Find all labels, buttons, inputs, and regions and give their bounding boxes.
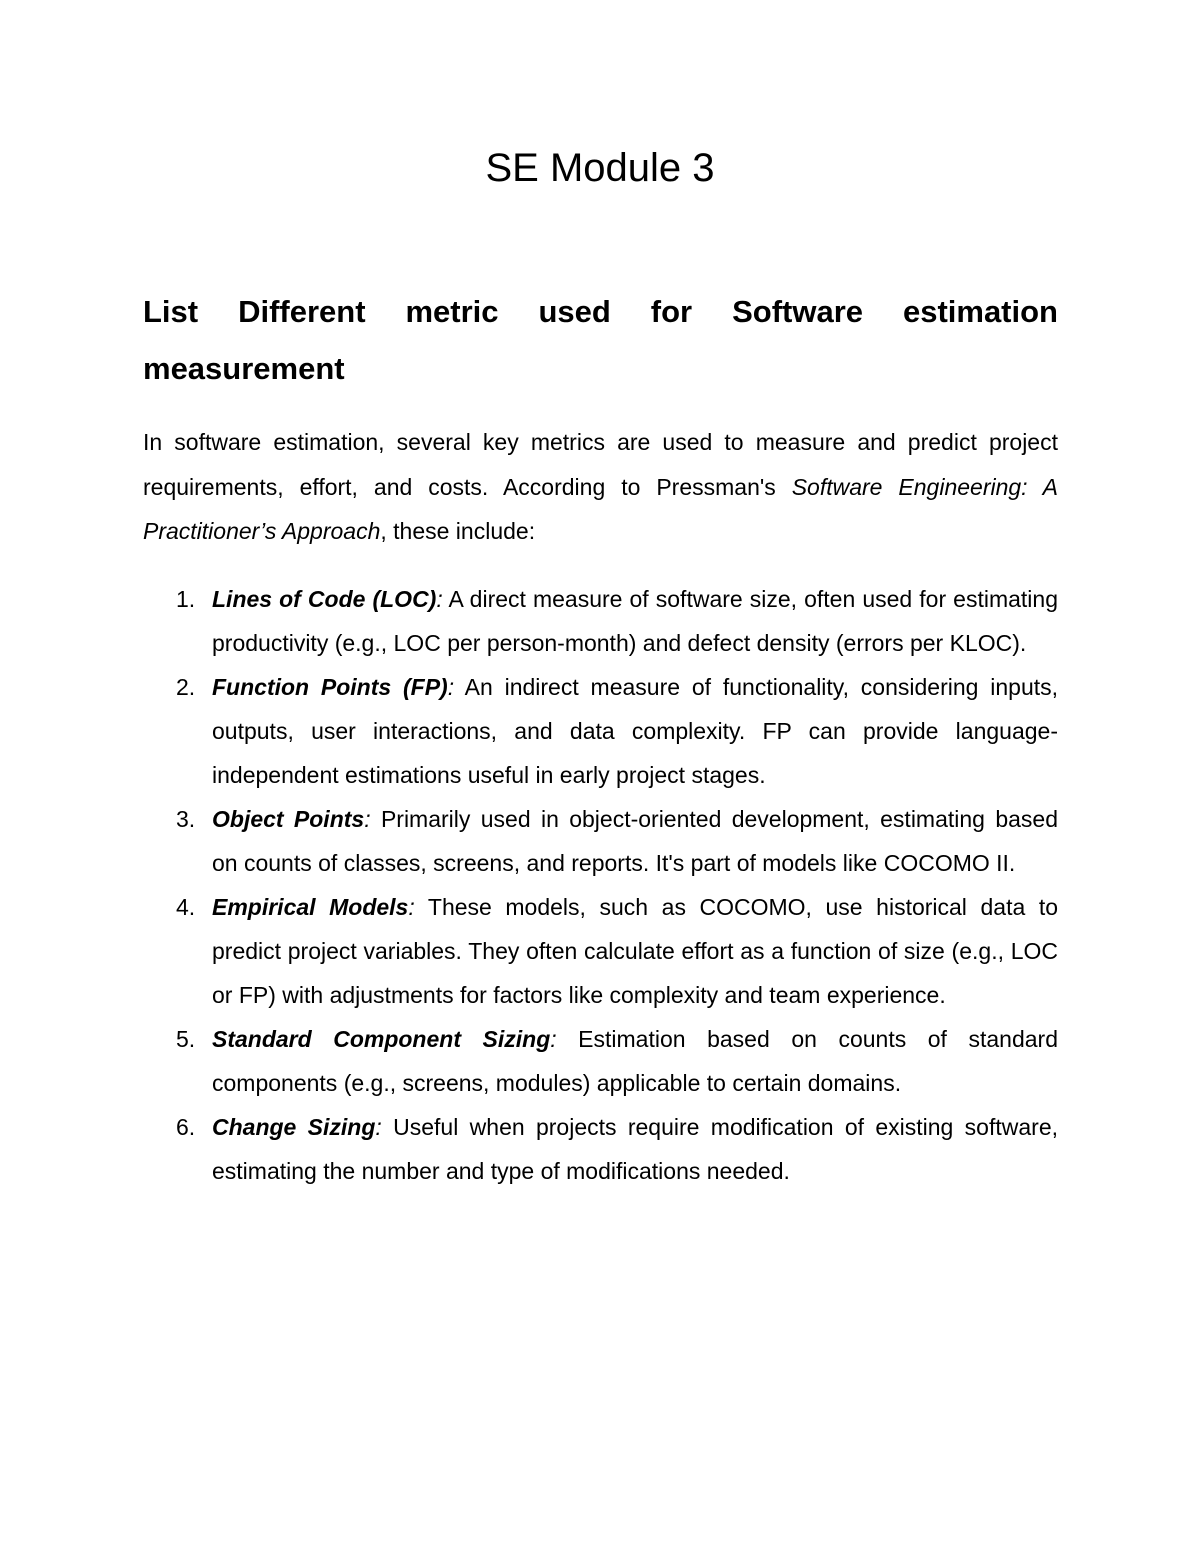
metric-term: Lines of Code (LOC) — [212, 586, 437, 612]
list-item — [143, 1017, 1058, 1105]
list-item — [143, 577, 1058, 665]
section-heading — [143, 283, 1058, 397]
metric-term: Object Points — [212, 806, 365, 832]
list-item-number: 4. — [176, 894, 196, 920]
metric-colon: : — [364, 806, 371, 832]
metric-term: Function Points (FP) — [212, 674, 448, 700]
list-item-number: 2. — [176, 674, 196, 700]
intro-text-before: In software estimation, several key metrics are used to measure and predict project requirements, effort, and costs. According to Pressman's — [143, 429, 1058, 500]
metric-description: Useful when projects require modification of existing software, estimating the number and type of modifications needed. — [212, 1114, 1058, 1184]
list-item — [143, 885, 1058, 1017]
metric-colon: : — [436, 586, 443, 612]
section-heading-line-1: List Different metric used for Software estimation — [143, 294, 1058, 329]
metric-term: Standard Component Sizing — [212, 1026, 551, 1052]
metric-colon: : — [550, 1026, 557, 1052]
metric-description: Primarily used in object-oriented development, estimating based on counts of classes, screens, and reports. It's part of models like COCOMO II. — [212, 806, 1058, 876]
list-item-number: 3. — [176, 806, 196, 832]
metric-description: These models, such as COCOMO, use historical data to predict project variables. They often calculate effort as a function of size (e.g., LOC or FP) with adjustments for factors like complexity and team experience. — [212, 894, 1059, 1008]
metric-description: An indirect measure of functionality, considering inputs, outputs, user interactions, and data complexity. FP can provide language-independent estimations useful in early project stages. — [212, 674, 1059, 788]
list-item-number: 5. — [176, 1026, 196, 1052]
book-title: Software Engineering: A Practitioner’s Approach — [143, 473, 1059, 544]
metric-term: Change Sizing — [212, 1114, 376, 1140]
intro-text-after: , these include: — [380, 518, 536, 544]
metric-description: Estimation based on counts of standard components (e.g., screens, modules) applicable to certain domains. — [212, 1026, 1058, 1096]
metric-description: A direct measure of software size, often used for estimating productivity (e.g., LOC per person-month) and defect density (errors per KLOC). — [212, 586, 1058, 656]
list-item — [143, 665, 1058, 797]
metric-colon: : — [408, 894, 415, 920]
list-item-number: 1. — [176, 586, 196, 612]
list-item-number: 6. — [176, 1114, 196, 1140]
page-title: SE Module 3 — [485, 146, 715, 190]
list-item — [143, 1105, 1058, 1193]
metric-colon: : — [447, 674, 455, 700]
metric-colon: : — [375, 1114, 382, 1140]
intro-paragraph — [143, 420, 1058, 554]
metrics-list — [143, 577, 1058, 1193]
list-item — [143, 797, 1058, 885]
section-heading-line-2: measurement — [143, 351, 345, 386]
metric-term: Empirical Models — [212, 894, 409, 920]
